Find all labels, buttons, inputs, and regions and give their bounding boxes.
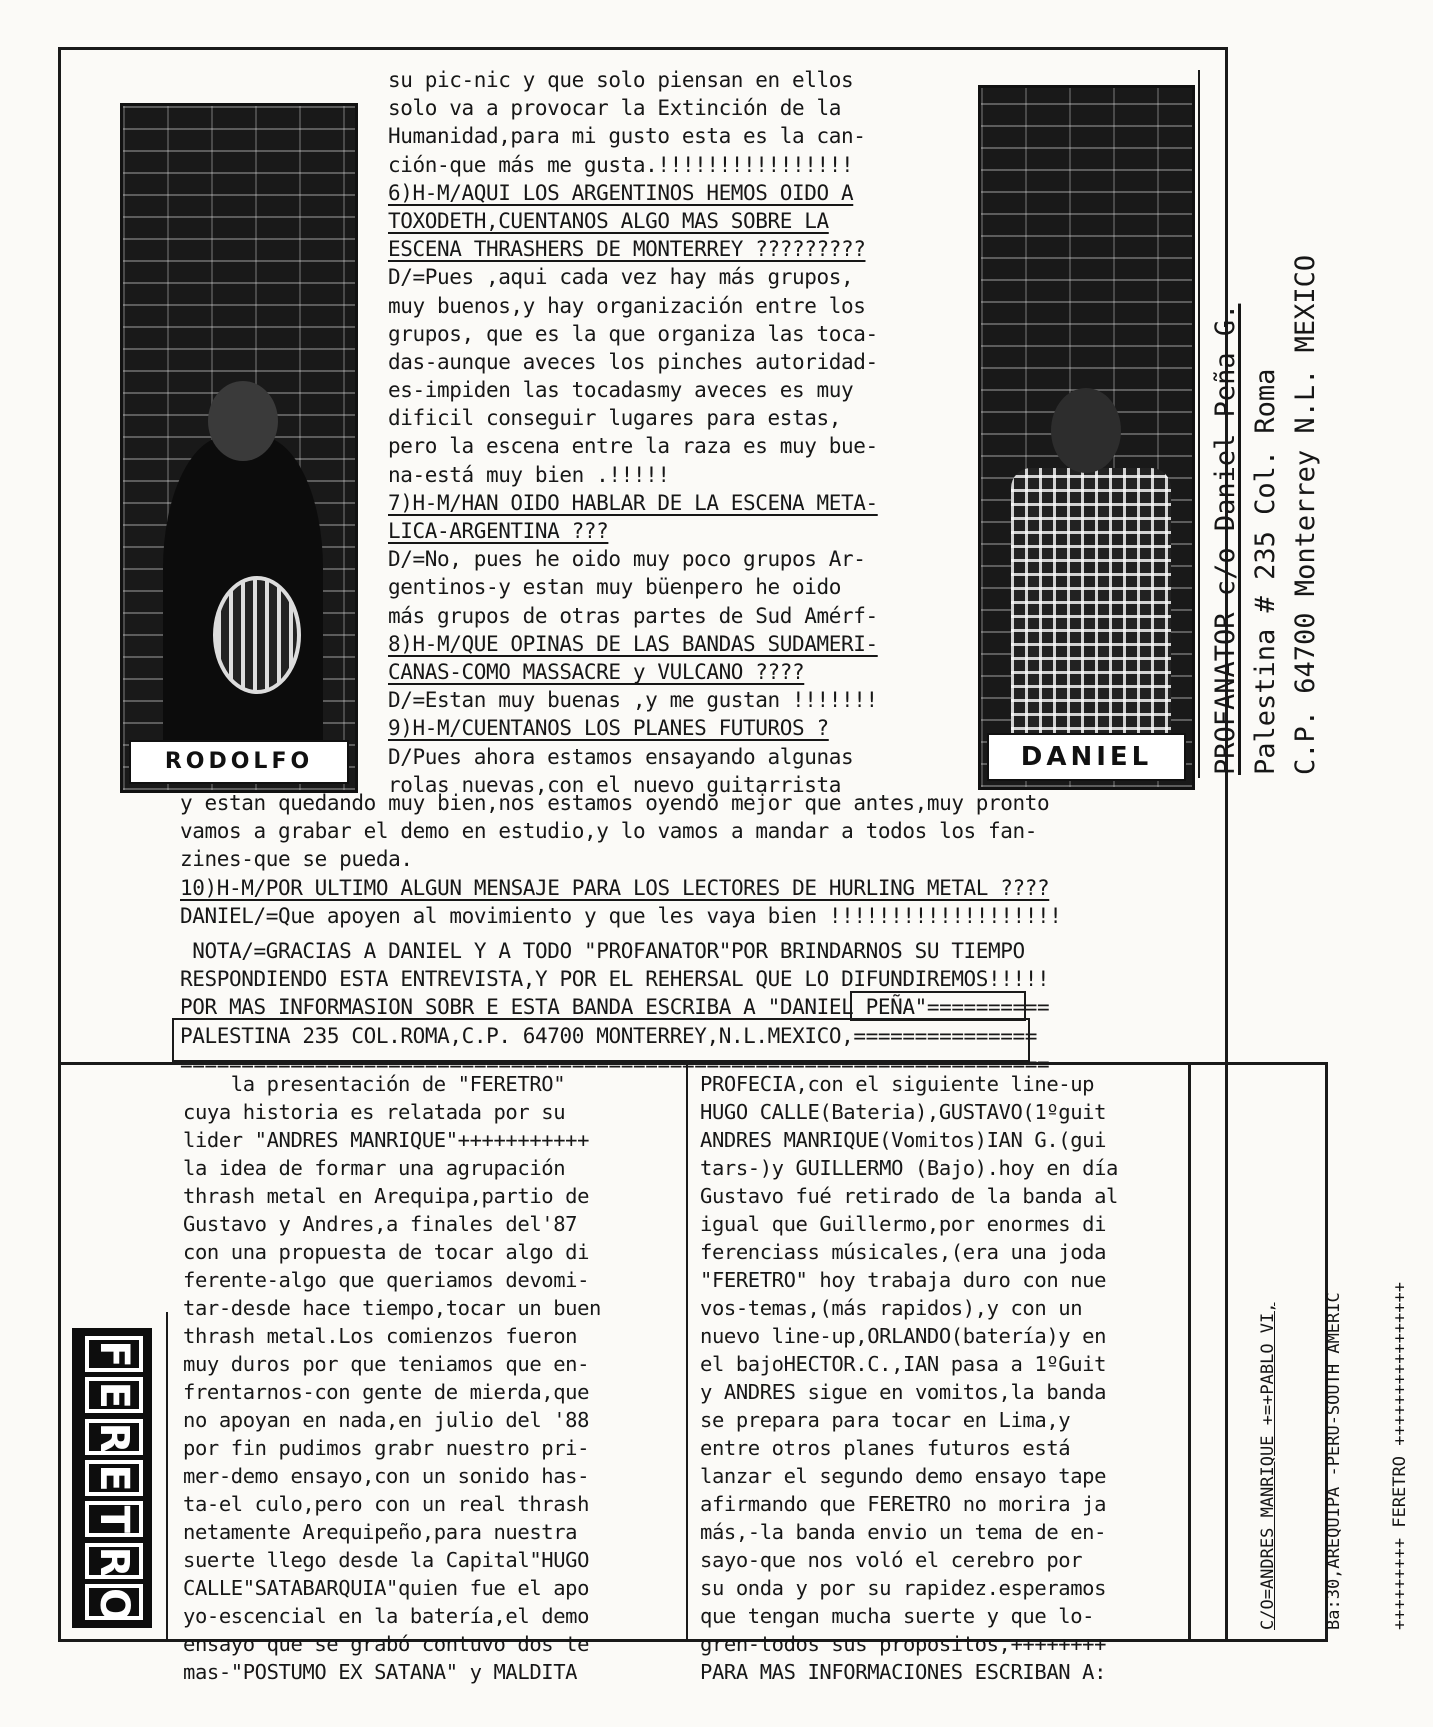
interview-line: rolas nuevas,con el nuevo guitarrista — [388, 772, 841, 797]
interview-line: 9)H-M/CUENTANOS LOS PLANES FUTUROS ? — [388, 716, 829, 741]
note-line: PALESTINA 235 COL.ROMA,C.P. 64700 MONTERREY,N.L.MEXICO,=============== — [180, 1023, 1038, 1048]
feretro-left-line: cuya historia es relatada por su — [183, 1100, 566, 1124]
logo-letter: T — [85, 1501, 143, 1537]
feretro-logo — [72, 1328, 152, 1628]
feretro-left-line: muy duros por que teniamos que en- — [183, 1352, 590, 1376]
feretro-right-line: el bajoHECTOR.C.,IAN pasa a 1ºGuit — [700, 1352, 1107, 1376]
feretro-left-line: la idea de formar una agrupación — [183, 1156, 566, 1180]
feretro-right-line: su onda y por su rapidez.esperamos — [700, 1576, 1107, 1600]
feretro-right-line: más,-la banda envio un tema de en- — [700, 1520, 1107, 1544]
contact-address-feretro — [1213, 1282, 1433, 1630]
interview-wide-line: DANIEL/=Que apoyen al movimiento y que les vaya bien !!!!!!!!!!!!!!!!!!! — [180, 903, 1062, 928]
feretro-history-left — [183, 1070, 601, 1686]
feretro-contact-line-2: Ba:30,AREQUIPA -PERU-SOUTH AMERIC — [1324, 1292, 1344, 1630]
feretro-right-line: vos-temas,(más rapidos),y con un — [700, 1296, 1083, 1320]
feretro-left-line: thrash metal.Los comienzos fueron — [183, 1324, 578, 1348]
feretro-left-line: yo-escencial en la batería,el demo — [183, 1604, 590, 1628]
feretro-left-line: netamente Arequipeño,para nuestra — [183, 1520, 578, 1544]
address-highlight-box — [172, 1018, 1030, 1062]
logo-letter: E — [85, 1460, 143, 1496]
feretro-left-line: CALLE"SATABARQUIA"quien fue el apo — [183, 1576, 590, 1600]
feretro-left-line: la presentación de "FERETRO" — [183, 1072, 566, 1096]
feretro-right-line: ferenciass músicales,(era una joda — [700, 1240, 1107, 1264]
interview-line: ción-que más me gusta.!!!!!!!!!!!!!!!! — [388, 152, 854, 177]
feretro-right-line: se prepara para tocar en Lima,y — [700, 1408, 1071, 1432]
logo-letter: E — [85, 1377, 143, 1413]
feretro-right-line: HUGO CALLE(Bateria),GUSTAVO(1ºguit — [700, 1100, 1107, 1124]
feretro-left-line: frentarnos-con gente de mierda,que — [183, 1380, 590, 1404]
photo-caption-daniel: DANIEL — [987, 733, 1186, 781]
feretro-left-line: ferente-algo que queriamos devomi- — [183, 1268, 590, 1292]
interview-line: 6)H-M/AQUI LOS ARGENTINOS HEMOS OIDO A — [388, 180, 854, 205]
interview-line: solo va a provocar la Extinción de la — [388, 96, 841, 121]
note-line: ======================================================================= — [180, 1051, 1050, 1076]
interview-line: TOXODETH,CUENTANOS ALGO MAS SOBRE LA — [388, 208, 829, 233]
feretro-left-line: tar-desde hace tiempo,tocar un buen — [183, 1296, 601, 1320]
interview-line: es-impiden las tocadasmy aveces es muy — [388, 378, 854, 403]
feretro-left-line: no apoyan en nada,en julio del '88 — [183, 1408, 590, 1432]
note-line: NOTA/=GRACIAS A DANIEL Y A TODO "PROFANATOR"POR BRINDARNOS SU TIEMPO — [180, 939, 1025, 963]
interview-wide-line: vamos a grabar el demo en estudio,y lo vamos a mandar a todos los fan- — [180, 819, 1038, 844]
interview-line: más grupos de otras partes de Sud Amérf- — [388, 603, 878, 628]
feretro-right-line: PARA MAS INFORMACIONES ESCRIBAN A: — [700, 1660, 1107, 1684]
interview-line: das-aunque aveces los pinches autoridad- — [388, 349, 878, 374]
feretro-left-line: mer-demo ensayo,con un sonido has- — [183, 1464, 590, 1488]
interview-line: D/Pues ahora estamos ensayando algunas — [388, 744, 854, 769]
feretro-contact-line-1: C/O=ANDRES MANRIQUE +=+PABLO VI, — [1258, 1302, 1278, 1630]
feretro-right-line: "FERETRO" hoy trabaja duro con nue — [700, 1268, 1107, 1292]
interview-line: su pic-nic y que solo piensan en ellos — [388, 68, 854, 92]
feretro-right-line: igual que Guillermo,por enormes di — [700, 1212, 1107, 1236]
interview-line: muy buenos,y hay organización entre los — [388, 293, 866, 318]
interview-continuation — [180, 789, 1062, 930]
interview-line: na-está muy bien .!!!!! — [388, 462, 670, 487]
feretro-right-line: afirmando que FERETRO no morira ja — [700, 1492, 1107, 1516]
photo-daniel — [978, 85, 1195, 790]
interview-column — [388, 66, 878, 799]
feretro-right-line: gren-todos sus propositos,++++++++ — [700, 1632, 1107, 1656]
feretro-contact-line-3: +++++++++ FERETRO ++++++++++++++++ — [1390, 1282, 1410, 1630]
feretro-left-line: ensayo que se grabó contuvo dos te — [183, 1632, 590, 1656]
interview-line: D/=Pues ,aqui cada vez hay más grupos, — [388, 265, 854, 290]
interview-line: CANAS-COMO MASSACRE y VULCANO ???? — [388, 659, 805, 684]
feretro-right-line: sayo-que nos voló el cerebro por — [700, 1548, 1083, 1572]
feretro-left-line: suerte llego desde la Capital"HUGO — [183, 1548, 590, 1572]
feretro-right-line: lanzar el segundo demo ensayo tape — [700, 1464, 1107, 1488]
feretro-left-line: ta-el culo,pero con un real thrash — [183, 1492, 590, 1516]
feretro-right-line: y ANDRES sigue en vomitos,la banda — [700, 1380, 1107, 1404]
interview-line: Humanidad,para mi gusto esta es la can- — [388, 124, 866, 149]
address-line-1: PROFANATOR c/o Daniel Peña G. — [1210, 303, 1241, 775]
interview-line: grupos, que es la que organiza las toca- — [388, 321, 878, 346]
feretro-left-line: por fin pudimos grabr nuestro pri- — [183, 1436, 590, 1460]
feretro-right-line: ANDRES MANRIQUE(Vomitos)IAN G.(gui — [700, 1128, 1107, 1152]
column-divider — [686, 1064, 688, 1642]
interview-line: 8)H-M/QUE OPINAS DE LAS BANDAS SUDAMERI- — [388, 631, 878, 656]
address-line-2: Palestina # 235 Col. Roma — [1250, 368, 1281, 775]
logo-letter: R — [85, 1543, 143, 1579]
feretro-right-line: Gustavo fué retirado de la banda al — [700, 1184, 1118, 1208]
feretro-right-line: nuevo line-up,ORLANDO(batería)y en — [700, 1324, 1107, 1348]
interview-wide-line: zines-que se pueda. — [180, 847, 413, 872]
interview-line: pero la escena entre la raza es muy bue- — [388, 434, 878, 459]
note-line: POR MAS INFORMASION SOBR E ESTA BANDA ESCRIBA A "DANIEL PEÑA"========== — [180, 995, 1050, 1020]
feretro-left-line: thrash metal en Arequipa,partio de — [183, 1184, 590, 1208]
interview-line: D/=Estan muy buenas ,y me gustan !!!!!!! — [388, 688, 878, 713]
photo-rodolfo — [120, 103, 358, 793]
interview-line: LICA-ARGENTINA ??? — [388, 519, 609, 543]
interview-wide-line: 10)H-M/POR ULTIMO ALGUN MENSAJE PARA LOS LECTORES DE HURLING METAL ???? — [180, 875, 1050, 900]
photo-caption-rodolfo: RODOLFO — [129, 740, 349, 784]
interview-line: gentinos-y estan muy büenpero he oido — [388, 575, 841, 600]
section-divider — [58, 1062, 1228, 1065]
feretro-left-line: Gustavo y Andres,a finales del'87 — [183, 1212, 578, 1236]
contact-address-profanator — [1206, 255, 1326, 775]
note-line: RESPONDIENDO ESTA ENTREVISTA,Y POR EL REHERSAL QUE LO DIFUNDIREMOS!!!!! — [180, 967, 1050, 992]
feretro-right-line: PROFECIA,con el siguiente line-up — [700, 1072, 1095, 1096]
feretro-left-line: con una propuesta de tocar algo di — [183, 1240, 590, 1264]
logo-letter: R — [85, 1419, 143, 1455]
feretro-right-line: entre otros planes futuros está — [700, 1436, 1071, 1460]
logo-letter: F — [85, 1336, 143, 1372]
logo-letter: O — [85, 1584, 143, 1620]
feretro-right-line: que tengan mucha suerte y que lo- — [700, 1604, 1095, 1628]
feretro-right-line: tars-)y GUILLERMO (Bajo).hoy en día — [700, 1156, 1118, 1180]
interview-line: dificil conseguir lugares para estas, — [388, 406, 841, 431]
interview-wide-line: y estan quedando muy bien,nos estamos oyendo mejor que antes,muy pronto — [180, 791, 1050, 815]
interview-line: ESCENA THRASHERS DE MONTERREY ????????? — [388, 237, 866, 262]
daniel-pena-box — [850, 991, 1026, 1021]
feretro-left-line: mas-"POSTUMO EX SATANA" y MALDITA — [183, 1660, 578, 1684]
address-line-3: C.P. 64700 Monterrey N.L. MEXICO — [1290, 254, 1321, 775]
feretro-history-right — [700, 1070, 1118, 1686]
interview-line: D/=No, pues he oido muy poco grupos Ar- — [388, 547, 866, 572]
interview-line: 7)H-M/HAN OIDO HABLAR DE LA ESCENA META- — [388, 490, 878, 515]
feretro-left-line: lider "ANDRES MANRIQUE"+++++++++++ — [183, 1128, 590, 1152]
